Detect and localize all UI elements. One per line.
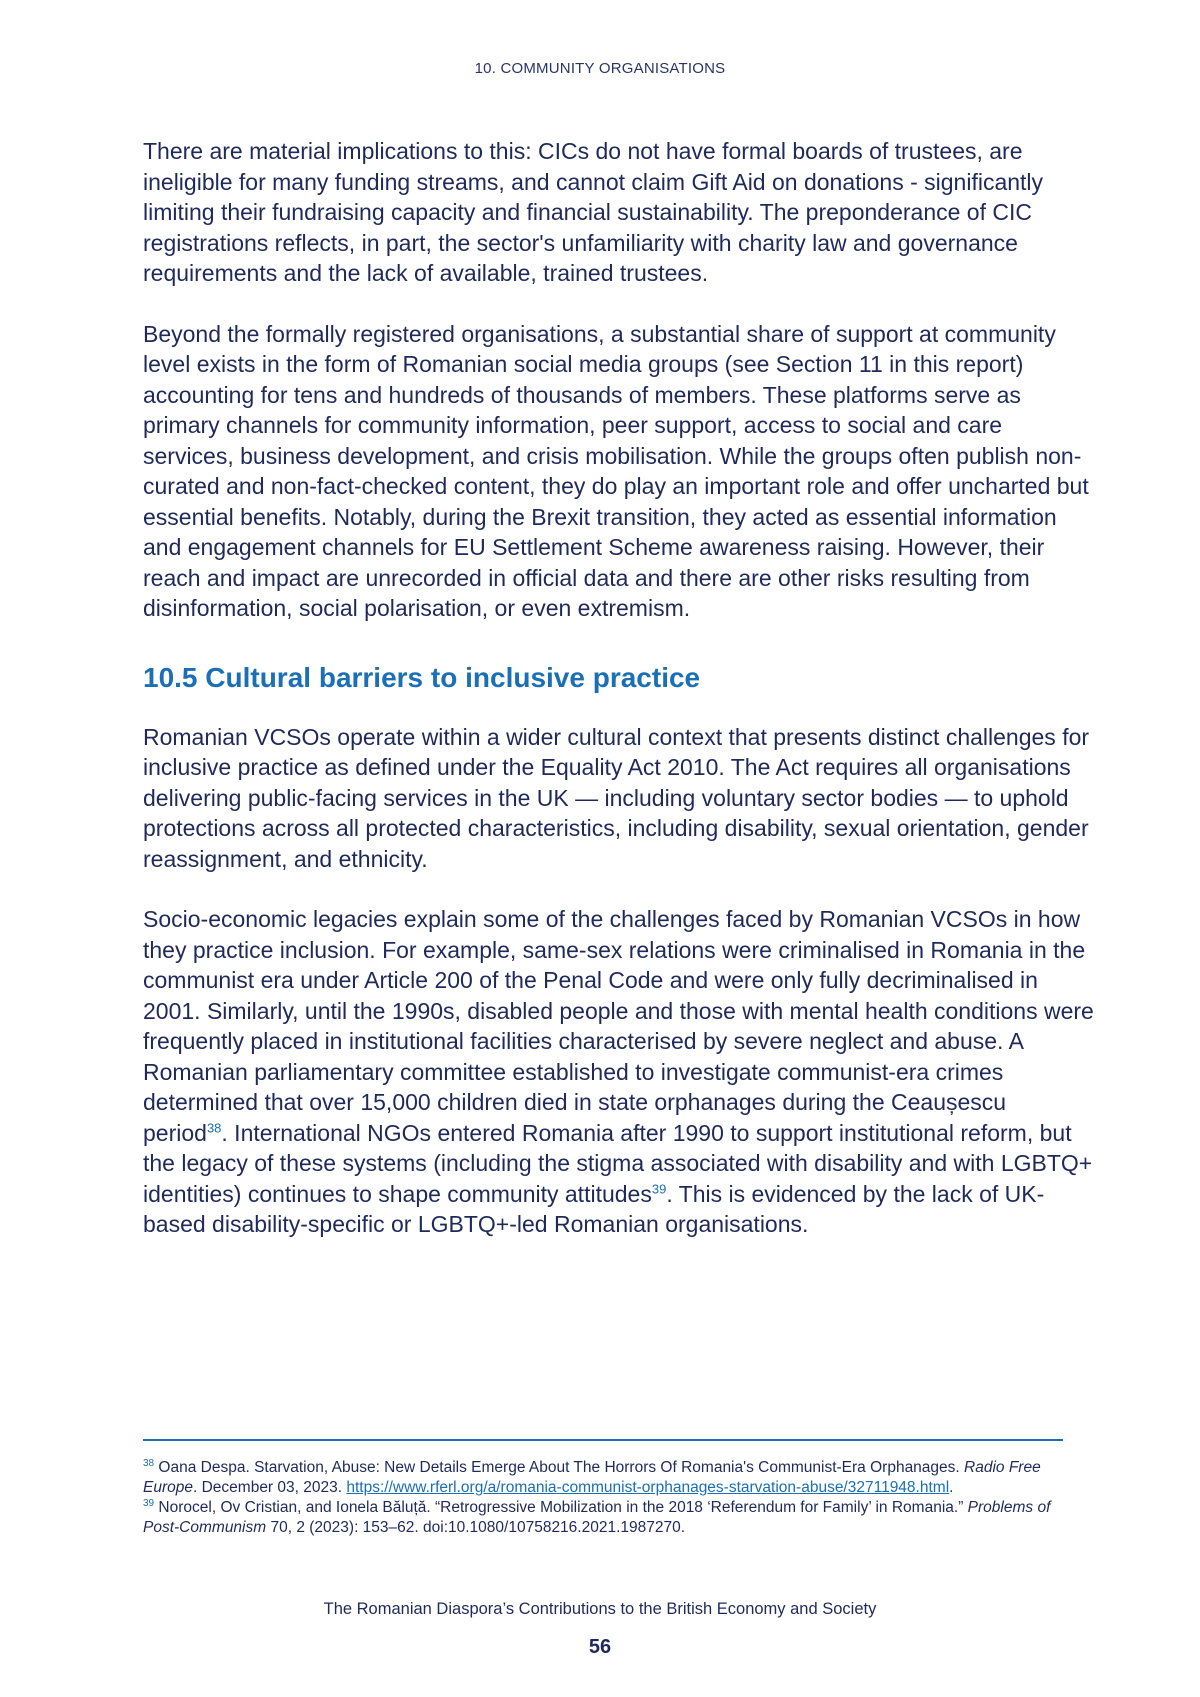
paragraph-text: . This is evidenced by the lack of UK-based disability-specific or LGBTQ+-led Romanian organisations.: [143, 1180, 1045, 1237]
paragraph-social-media-groups: Beyond the formally registered organisations, a substantial share of support at community level exists in the form of Romanian social media groups (see Section 11 in this report) accounting for tens and hundreds of thousands of members. These platforms serve as primary channels for community information, peer support, access to social and care services, business development, and crisis mobilisation. While the groups often publish non-curated and non-fact-checked content, they do play an important role and offer uncharted but essential benefits. Notably, during the Brexit transition, they acted as essential information and engagement channels for EU Settlement Scheme awareness raising. However, their reach and impact are unrecorded in official data and there are other risks resulting from disinformation, social polarisation, or even extremism.: [143, 320, 1089, 621]
footnote-ref-39[interactable]: 39: [651, 1180, 667, 1196]
footnote-number: 39: [143, 1497, 155, 1509]
section-heading: 10.5 Cultural barriers to inclusive practice: [143, 661, 701, 693]
page-number: 56: [588, 1636, 612, 1658]
paragraph-equality-act: Romanian VCSOs operate within a wider cultural context that presents distinct challenges for inclusive practice as defined under the Equality Act 2010. The Act requires all organisations delivering public-facing services in the UK — including voluntary sector bodies — to uphold protections across all protected characteristics, including disability, sexual orientation, gender reassignment, and ethnicity.: [143, 723, 1090, 872]
footnote-link[interactable]: https://www.rferl.org/a/romania-communist-orphanages-starvation-abuse/32711948.html: [346, 1479, 950, 1496]
paragraph-socio-economic-legacies: [143, 904, 1095, 1240]
footnote-divider: [143, 1439, 1063, 1441]
main-content: [143, 136, 1095, 1240]
footer-report-title: The Romanian Diaspora’s Contributions to the British Economy and Society: [323, 1600, 877, 1618]
footnote-text: 70, 2 (2023): 153–62. doi:10.1080/10758216.2021.1987270.: [266, 1519, 686, 1536]
footnote-number: 38: [143, 1457, 155, 1469]
footnote-text: . December 03, 2023.: [192, 1479, 347, 1496]
paragraph-cic-implications: There are material implications to this: CICs do not have formal boards of trustees, are ineligible for many funding streams, and cannot claim Gift Aid on donations - significantly limiting their fundraising capacity and financial sustainability. The preponderance of CIC registrations reflects, in part, the sector's unfamiliarity with charity law and governance requirements and the lack of available, trained trustees.: [143, 138, 1044, 286]
paragraph-text: . International NGOs entered Romania after 1990 to support institutional reform, but the legacy of these systems (including the stigma associated with disability and with LGBTQ+ identities) continues to shape community attitudes: [143, 1119, 1093, 1207]
running-header: 10. COMMUNITY ORGANISATIONS: [474, 60, 726, 77]
footnote-text: .: [949, 1479, 954, 1496]
footnote-38: [143, 1458, 1083, 1498]
footnote-39: [143, 1498, 1083, 1538]
footnote-journal: Problems of Post-Communism: [143, 1499, 1051, 1536]
footnote-text: Oana Despa. Starvation, Abuse: New Details Emerge About The Horrors Of Romania's Communist-Era Orphanages.: [154, 1459, 965, 1476]
footnote-text: Norocel, Ov Cristian, and Ionela Băluță. “Retrogressive Mobilization in the 2018 ‘Referendum for Family’ in Romania.”: [154, 1499, 968, 1516]
paragraph-text: Socio-economic legacies explain some of the challenges faced by Romanian VCSOs in how they practice inclusion. For example, same-sex relations were criminalised in Romania in the communist era under Article 200 of the Penal Code and were only fully decriminalised in 2001. Similarly, until the 1990s, disabled people and those with mental health conditions were frequently placed in institutional facilities characterised by severe neglect and abuse. A Romanian parliamentary committee established to investigate communist-era crimes determined that over 15,000 children died in state orphanages during the Ceaușescu period: [143, 906, 1094, 1146]
footnote-ref-38[interactable]: 38: [206, 1119, 222, 1135]
footnote-source: Radio Free Europe: [143, 1459, 1041, 1496]
footnotes: [143, 1458, 1083, 1538]
